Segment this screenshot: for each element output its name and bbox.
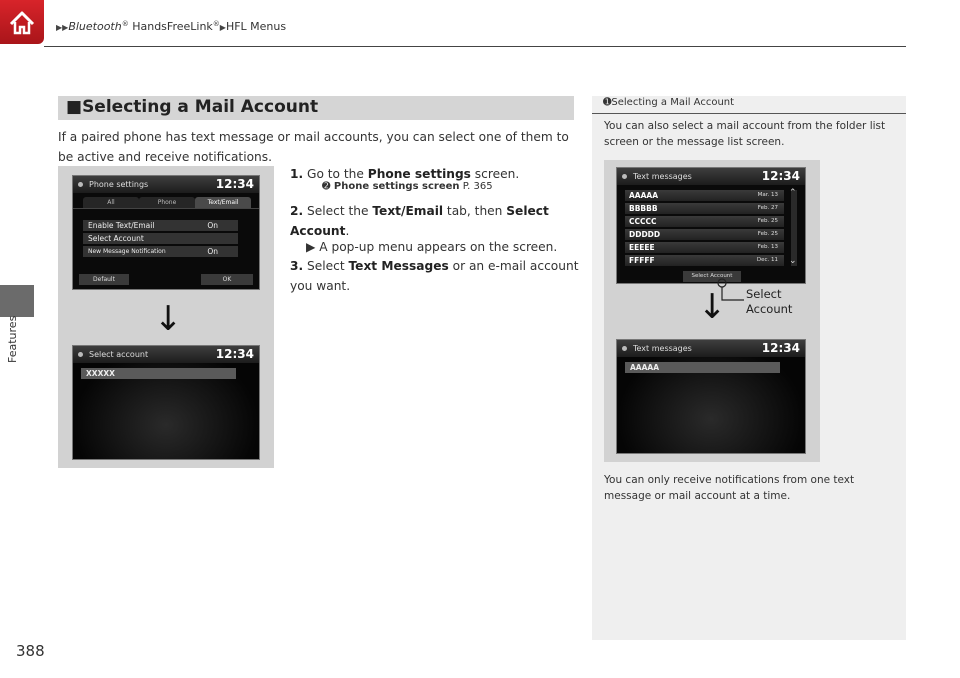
row-label: Enable Text/Email [88, 221, 155, 230]
row-value: On [207, 247, 218, 256]
step-1: 1. Go to the Phone settings screen. [290, 167, 520, 181]
step-2-result: ▶ A pop-up menu appears on the screen. [306, 240, 558, 254]
list-item[interactable]: FFFFF Dec. 11 [625, 255, 784, 266]
clock: 12:34 [215, 347, 254, 361]
sidebar-title: ➊Selecting a Mail Account [603, 97, 735, 108]
breadcrumb-bluetooth[interactable]: Bluetooth [68, 20, 122, 33]
sidebar-paragraph-1: You can also select a mail account from the folder list screen or the message list screen. [604, 120, 886, 148]
account-item[interactable]: XXXXX [81, 368, 236, 379]
menu-icon [78, 352, 83, 357]
scroll-up-icon[interactable]: ⌃ [789, 188, 797, 198]
row-new-message-notification[interactable] [83, 246, 238, 257]
result-arrow-icon: ▶ [306, 240, 316, 254]
breadcrumb-menus[interactable]: HFL Menus [225, 20, 287, 33]
phone-settings-screen [72, 175, 260, 290]
menu-icon [78, 182, 83, 187]
arrow-down-icon: ↓ [154, 299, 183, 339]
tab-phone[interactable]: Phone [139, 197, 195, 208]
clock: 12:34 [215, 177, 254, 191]
select-account-button[interactable]: Select Account [683, 271, 741, 282]
list-item[interactable]: EEEEE Feb. 13 [625, 242, 784, 253]
select-account-screen [72, 345, 260, 460]
sidebar-rule [592, 113, 906, 114]
step-3: 3. Select Text Messages or an e-mail account you want. [290, 259, 579, 293]
home-icon [0, 0, 44, 44]
page-reference[interactable]: ➋ Phone settings screen P. 365 [322, 181, 493, 192]
default-button[interactable]: Default [79, 274, 129, 285]
note-icon: ➊ [603, 97, 612, 108]
text-messages-screen [616, 167, 806, 284]
screen-title: Phone settings [89, 180, 149, 189]
scroll-down-icon[interactable]: ⌄ [789, 256, 797, 266]
ok-button[interactable]: OK [201, 274, 253, 285]
list-item[interactable]: BBBBB Feb. 27 [625, 203, 784, 214]
list-item[interactable]: CCCCC Feb. 25 [625, 216, 784, 227]
row-enable-text-email[interactable] [83, 220, 238, 231]
clock: 12:34 [761, 341, 800, 355]
menu-icon [622, 174, 627, 179]
screen-title: Text messages [633, 344, 692, 353]
scrollbar[interactable] [791, 190, 797, 266]
row-label: New Message Notification [88, 248, 166, 255]
breadcrumb: ▶▶Bluetooth® HandsFreeLink®▶HFL Menus [56, 20, 287, 33]
breadcrumb-hfl[interactable]: HandsFreeLink [132, 20, 213, 33]
tab-all[interactable]: All [83, 197, 139, 208]
figure-phone-settings [58, 166, 274, 468]
sidebar-paragraph-2: You can only receive notifications from one text message or mail account at a time. [604, 474, 855, 502]
step-2: 2. Select the Text/Email tab, then Select Account. [290, 204, 549, 238]
row-select-account[interactable] [83, 233, 238, 244]
chapter-label: Features [6, 316, 19, 364]
list-item[interactable]: DDDDD Feb. 25 [625, 229, 784, 240]
row-label: Select Account [88, 234, 144, 243]
tab-text-email[interactable]: Text/Email [195, 197, 251, 208]
section-heading-text: Selecting a Mail Account [82, 97, 319, 117]
menu-icon [622, 346, 627, 351]
callout-select-account: Select Account [746, 287, 793, 316]
section-heading: ■Selecting a Mail Account [66, 97, 319, 117]
chapter-tab[interactable] [0, 285, 34, 317]
page-number: 388 [16, 642, 45, 660]
home-button[interactable] [0, 0, 44, 44]
list-item[interactable]: AAAAA Mar. 13 [625, 190, 784, 201]
clock: 12:34 [761, 169, 800, 183]
text-messages-screen-2 [616, 339, 806, 454]
screen-title: Select account [89, 350, 149, 359]
header-rule [44, 46, 906, 47]
account-item[interactable]: AAAAA [625, 362, 780, 373]
row-value: On [207, 221, 218, 230]
arrow-down-icon: ↓ [698, 287, 727, 327]
screen-title: Text messages [633, 172, 692, 181]
intro-text: If a paired phone has text message or mail accounts, you can select one of them to be active and receive notifications. [58, 130, 569, 164]
